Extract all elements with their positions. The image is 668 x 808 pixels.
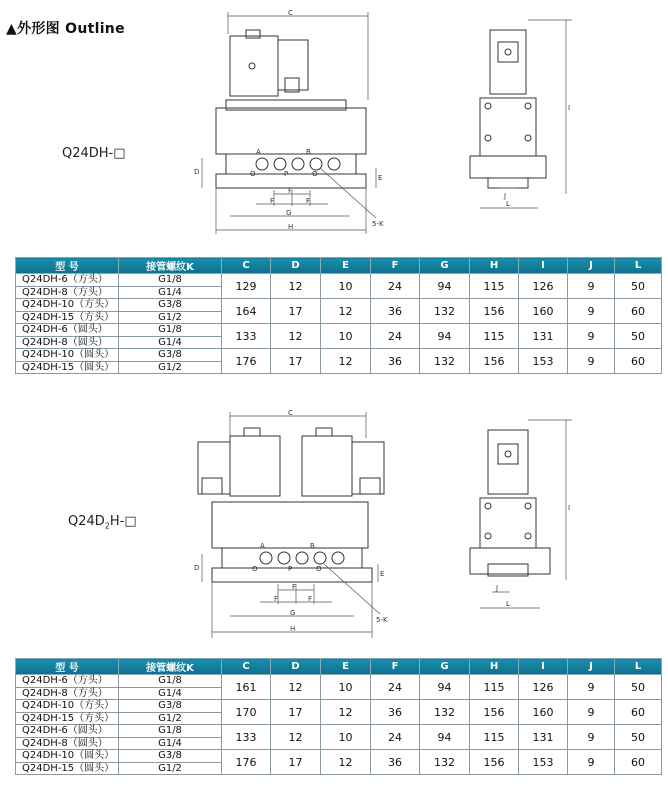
dim-label-e: E: [380, 570, 385, 578]
value-h: 115: [470, 324, 519, 349]
value-j: 9: [568, 675, 615, 700]
value-e: 10: [321, 725, 371, 750]
dim-label-f-right: F: [306, 197, 311, 205]
value-g: 132: [420, 750, 470, 775]
table-header-row: [16, 659, 662, 675]
value-g: 94: [420, 274, 470, 299]
col-header-model: 型 号: [16, 659, 119, 675]
port-label-b: B: [310, 542, 315, 550]
col-header-thread: 接管螺纹K: [119, 258, 222, 274]
col-header-i: I: [519, 659, 568, 675]
value-g: 132: [420, 349, 470, 374]
side-view-drawing-2: [462, 414, 582, 618]
model-cell: Q24DH-10（方头）: [16, 299, 119, 312]
model-cell: Q24DH-15（方头）: [16, 311, 119, 324]
table-row: [16, 725, 662, 738]
value-j: 9: [568, 725, 615, 750]
value-g: 94: [420, 675, 470, 700]
col-header-h: H: [470, 659, 519, 675]
thread-cell: G3/8: [119, 299, 222, 312]
side-dim-label-j: J: [504, 192, 507, 200]
value-h: 156: [470, 750, 519, 775]
model-subscript: 2: [104, 521, 110, 531]
thread-cell: G1/4: [119, 687, 222, 700]
thread-cell: G1/2: [119, 762, 222, 775]
thread-cell: G1/2: [119, 311, 222, 324]
table-row: [16, 700, 662, 713]
model-cell: Q24DH-8（方头）: [16, 687, 119, 700]
table-row: [16, 675, 662, 688]
col-header-e: E: [321, 659, 371, 675]
value-l: 50: [615, 324, 662, 349]
value-e: 12: [321, 750, 371, 775]
value-h: 156: [470, 299, 519, 324]
value-c: 133: [222, 324, 271, 349]
model-cell: Q24DH-10（方头）: [16, 700, 119, 713]
col-header-j: J: [568, 659, 615, 675]
value-i: 153: [519, 349, 568, 374]
col-header-e: E: [321, 258, 371, 274]
value-l: 60: [615, 750, 662, 775]
side-dim-label-i: I: [568, 504, 571, 512]
dim-label-f-right: F: [308, 595, 313, 603]
model-cell: Q24DH-8（圆头）: [16, 336, 119, 349]
value-c: 161: [222, 675, 271, 700]
table-row: [16, 349, 662, 362]
value-c: 176: [222, 349, 271, 374]
dim-label-d: D: [194, 564, 200, 572]
model-cell: Q24DH-15（圆头）: [16, 762, 119, 775]
value-f: 36: [371, 700, 420, 725]
model-label-double: [68, 514, 137, 531]
thread-cell: G3/8: [119, 750, 222, 763]
model-cell: Q24DH-15（圆头）: [16, 361, 119, 374]
dim-label-k: 5-K: [372, 220, 384, 228]
side-dim-label-i: I: [568, 104, 571, 112]
col-header-l: L: [615, 258, 662, 274]
port-label-o-left: O: [250, 170, 256, 178]
col-header-j: J: [568, 258, 615, 274]
value-i: 160: [519, 299, 568, 324]
thread-cell: G1/8: [119, 274, 222, 287]
value-j: 9: [568, 349, 615, 374]
dim-label-g: G: [286, 209, 292, 217]
value-e: 12: [321, 700, 371, 725]
model-cell: Q24DH-6（方头）: [16, 274, 119, 287]
value-c: 133: [222, 725, 271, 750]
thread-cell: G1/2: [119, 712, 222, 725]
value-i: 160: [519, 700, 568, 725]
model-cell: Q24DH-6（方头）: [16, 675, 119, 688]
col-header-d: D: [271, 258, 321, 274]
value-g: 94: [420, 725, 470, 750]
thread-cell: G1/2: [119, 361, 222, 374]
col-header-d: D: [271, 659, 321, 675]
table-row: [16, 324, 662, 337]
value-c: 164: [222, 299, 271, 324]
model-cell: Q24DH-10（圆头）: [16, 349, 119, 362]
value-j: 9: [568, 299, 615, 324]
value-d: 12: [271, 675, 321, 700]
col-header-h: H: [470, 258, 519, 274]
value-j: 9: [568, 274, 615, 299]
value-e: 10: [321, 274, 371, 299]
side-dim-label-j: J: [496, 584, 499, 592]
dim-label-k: 5-K: [376, 616, 388, 624]
value-l: 60: [615, 349, 662, 374]
value-e: 10: [321, 675, 371, 700]
front-view-drawing-2: [190, 408, 400, 644]
dim-label-f-left: F: [270, 197, 275, 205]
dim-label-f-top: F: [288, 187, 293, 195]
port-label-o-right: O: [316, 565, 322, 573]
value-d: 17: [271, 349, 321, 374]
thread-cell: G1/4: [119, 737, 222, 750]
model-cell: Q24DH-8（圆头）: [16, 737, 119, 750]
col-header-g: G: [420, 659, 470, 675]
value-h: 156: [470, 349, 519, 374]
value-d: 17: [271, 700, 321, 725]
page-heading: ▲外形图 Outline: [6, 21, 125, 37]
col-header-c: C: [222, 659, 271, 675]
col-header-model: 型 号: [16, 258, 119, 274]
model-cell: Q24DH-15（方头）: [16, 712, 119, 725]
value-g: 132: [420, 299, 470, 324]
value-i: 131: [519, 725, 568, 750]
thread-cell: G1/4: [119, 286, 222, 299]
col-header-g: G: [420, 258, 470, 274]
port-label-p: P: [284, 170, 289, 178]
value-e: 12: [321, 299, 371, 324]
value-f: 36: [371, 349, 420, 374]
col-header-f: F: [371, 258, 420, 274]
table-row: [16, 299, 662, 312]
value-f: 36: [371, 750, 420, 775]
side-view-drawing-1: [462, 14, 582, 214]
thread-cell: G1/4: [119, 336, 222, 349]
value-l: 50: [615, 725, 662, 750]
value-d: 17: [271, 750, 321, 775]
spec-table-1: [15, 257, 662, 374]
model-cell: Q24DH-8（方头）: [16, 286, 119, 299]
port-label-p: P: [288, 565, 293, 573]
value-f: 24: [371, 725, 420, 750]
value-i: 126: [519, 675, 568, 700]
value-l: 50: [615, 274, 662, 299]
dim-label-h: H: [290, 625, 296, 633]
thread-cell: G3/8: [119, 349, 222, 362]
model-prefix: Q24D: [68, 514, 105, 529]
port-label-b: B: [306, 148, 311, 156]
col-header-c: C: [222, 258, 271, 274]
model-cell: Q24DH-10（圆头）: [16, 750, 119, 763]
dim-label-h: H: [288, 223, 294, 231]
model-cell: Q24DH-6（圆头）: [16, 324, 119, 337]
spec-table-2: [15, 658, 662, 775]
thread-cell: G1/8: [119, 725, 222, 738]
value-h: 156: [470, 700, 519, 725]
value-f: 36: [371, 299, 420, 324]
value-f: 24: [371, 675, 420, 700]
value-f: 24: [371, 274, 420, 299]
dim-label-d: D: [194, 168, 200, 176]
thread-cell: G1/8: [119, 675, 222, 688]
value-h: 115: [470, 274, 519, 299]
model-suffix: H-□: [109, 514, 137, 529]
value-d: 17: [271, 299, 321, 324]
value-i: 131: [519, 324, 568, 349]
value-d: 12: [271, 274, 321, 299]
value-e: 10: [321, 324, 371, 349]
dim-label-e: E: [378, 174, 383, 182]
thread-cell: G3/8: [119, 700, 222, 713]
col-header-thread: 接管螺纹K: [119, 659, 222, 675]
value-j: 9: [568, 700, 615, 725]
col-header-f: F: [371, 659, 420, 675]
dim-label-f-top: F: [292, 583, 297, 591]
table-row: [16, 750, 662, 763]
side-dim-label-l: L: [506, 600, 510, 608]
model-cell: Q24DH-6（圆头）: [16, 725, 119, 738]
value-j: 9: [568, 324, 615, 349]
value-c: 129: [222, 274, 271, 299]
value-l: 50: [615, 675, 662, 700]
side-dim-label-l: L: [506, 200, 510, 208]
value-i: 126: [519, 274, 568, 299]
value-c: 170: [222, 700, 271, 725]
value-e: 12: [321, 349, 371, 374]
table-row: [16, 274, 662, 287]
value-f: 24: [371, 324, 420, 349]
port-label-o-left: O: [252, 565, 258, 573]
col-header-l: L: [615, 659, 662, 675]
value-l: 60: [615, 700, 662, 725]
port-label-a: A: [260, 542, 265, 550]
table-header-row: [16, 258, 662, 274]
front-view-drawing-1: [190, 8, 390, 240]
value-i: 153: [519, 750, 568, 775]
value-c: 176: [222, 750, 271, 775]
value-l: 60: [615, 299, 662, 324]
value-g: 94: [420, 324, 470, 349]
value-h: 115: [470, 675, 519, 700]
value-h: 115: [470, 725, 519, 750]
model-label-single: Q24DH-□: [62, 146, 126, 161]
port-label-o-right: O: [312, 170, 318, 178]
port-label-a: A: [256, 148, 261, 156]
dim-label-f-left: F: [274, 595, 279, 603]
value-j: 9: [568, 750, 615, 775]
value-d: 12: [271, 324, 321, 349]
dim-label-g: G: [290, 609, 296, 617]
col-header-i: I: [519, 258, 568, 274]
value-d: 12: [271, 725, 321, 750]
dim-label-c: C: [288, 9, 293, 17]
thread-cell: G1/8: [119, 324, 222, 337]
value-g: 132: [420, 700, 470, 725]
dim-label-c: C: [288, 409, 293, 417]
